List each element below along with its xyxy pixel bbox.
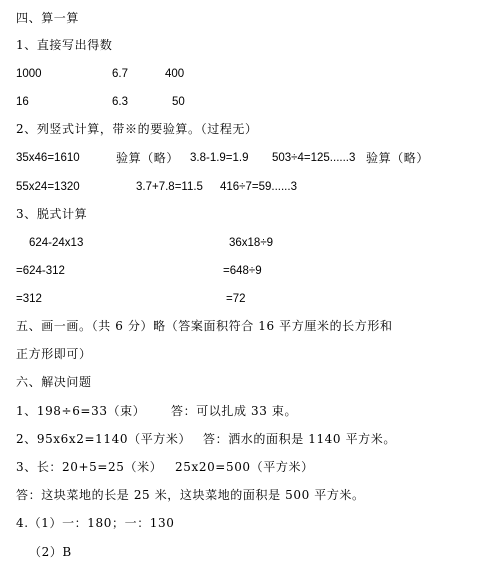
s6-q3-expr: 3、长：20+5=25（米） (16, 460, 163, 474)
q1-r1-c3: 400 (165, 68, 185, 80)
q1-r1-c1: 1000 (16, 68, 42, 80)
q2-r1-a: 35x46=1610 (16, 152, 80, 164)
section-6-title: 六、解决问题 (16, 375, 92, 389)
s6-q3-answer: 答：这块菜地的长是 25 米，这块菜地的面积是 500 平方米。 (16, 488, 365, 502)
s6-q2-answer: 答：洒水的面积是 1140 平方米。 (203, 432, 396, 446)
s6-q3-expr-2: 25x20=500（平方米） (175, 460, 314, 474)
q3-right-2: =648÷9 (223, 265, 262, 277)
q3-left-2: =624-312 (16, 265, 65, 277)
s6-q1-answer: 答：可以扎成 33 束。 (171, 404, 298, 418)
q2-r2-a: 55x24=1320 (16, 181, 80, 193)
q2-r2-b: 3.7+7.8=11.5 (136, 181, 203, 193)
q3-right-3: =72 (226, 293, 246, 305)
section-5-line-2: 正方形即可） (16, 347, 92, 361)
q3-left-1: 624-24x13 (29, 237, 84, 249)
q2-r1-b: 3.8-1.9=1.9 (190, 152, 249, 164)
s6-q4-part-1: 4.（1）一：180；一：130 (16, 516, 175, 530)
q1-r2-c3: 50 (172, 96, 185, 108)
q2-r2-c: 416÷7=59......3 (220, 181, 297, 193)
q1-r2-c2: 6.3 (112, 96, 128, 108)
q3-left-3: =312 (16, 293, 42, 305)
s6-q4-part-2: （2）B (29, 545, 72, 559)
s6-q1-expr: 1、198÷6=33（束） (16, 404, 146, 418)
q1-r2-c1: 16 (16, 96, 29, 108)
q2-r1-c: 503÷4=125......3 (272, 152, 356, 164)
section-5-line-1: 五、画一画。（共 6 分）略（答案面积符合 16 平方厘米的长方形和 (16, 319, 393, 333)
q2-r1-c-note: 验算（略） (366, 151, 430, 165)
q1-r1-c2: 6.7 (112, 68, 128, 80)
s6-q2-expr: 2、95x6x2=1140（平方米） (16, 432, 192, 446)
q2-r1-a-note: 验算（略） (116, 151, 180, 165)
q1-heading: 1、直接写出得数 (16, 38, 113, 52)
q3-right-1: 36x18÷9 (229, 237, 274, 249)
section-4-title: 四、算一算 (16, 11, 80, 25)
q3-heading: 3、脱式计算 (16, 207, 88, 221)
q2-heading: 2、列竖式计算，带※的要验算。（过程无） (16, 122, 258, 136)
